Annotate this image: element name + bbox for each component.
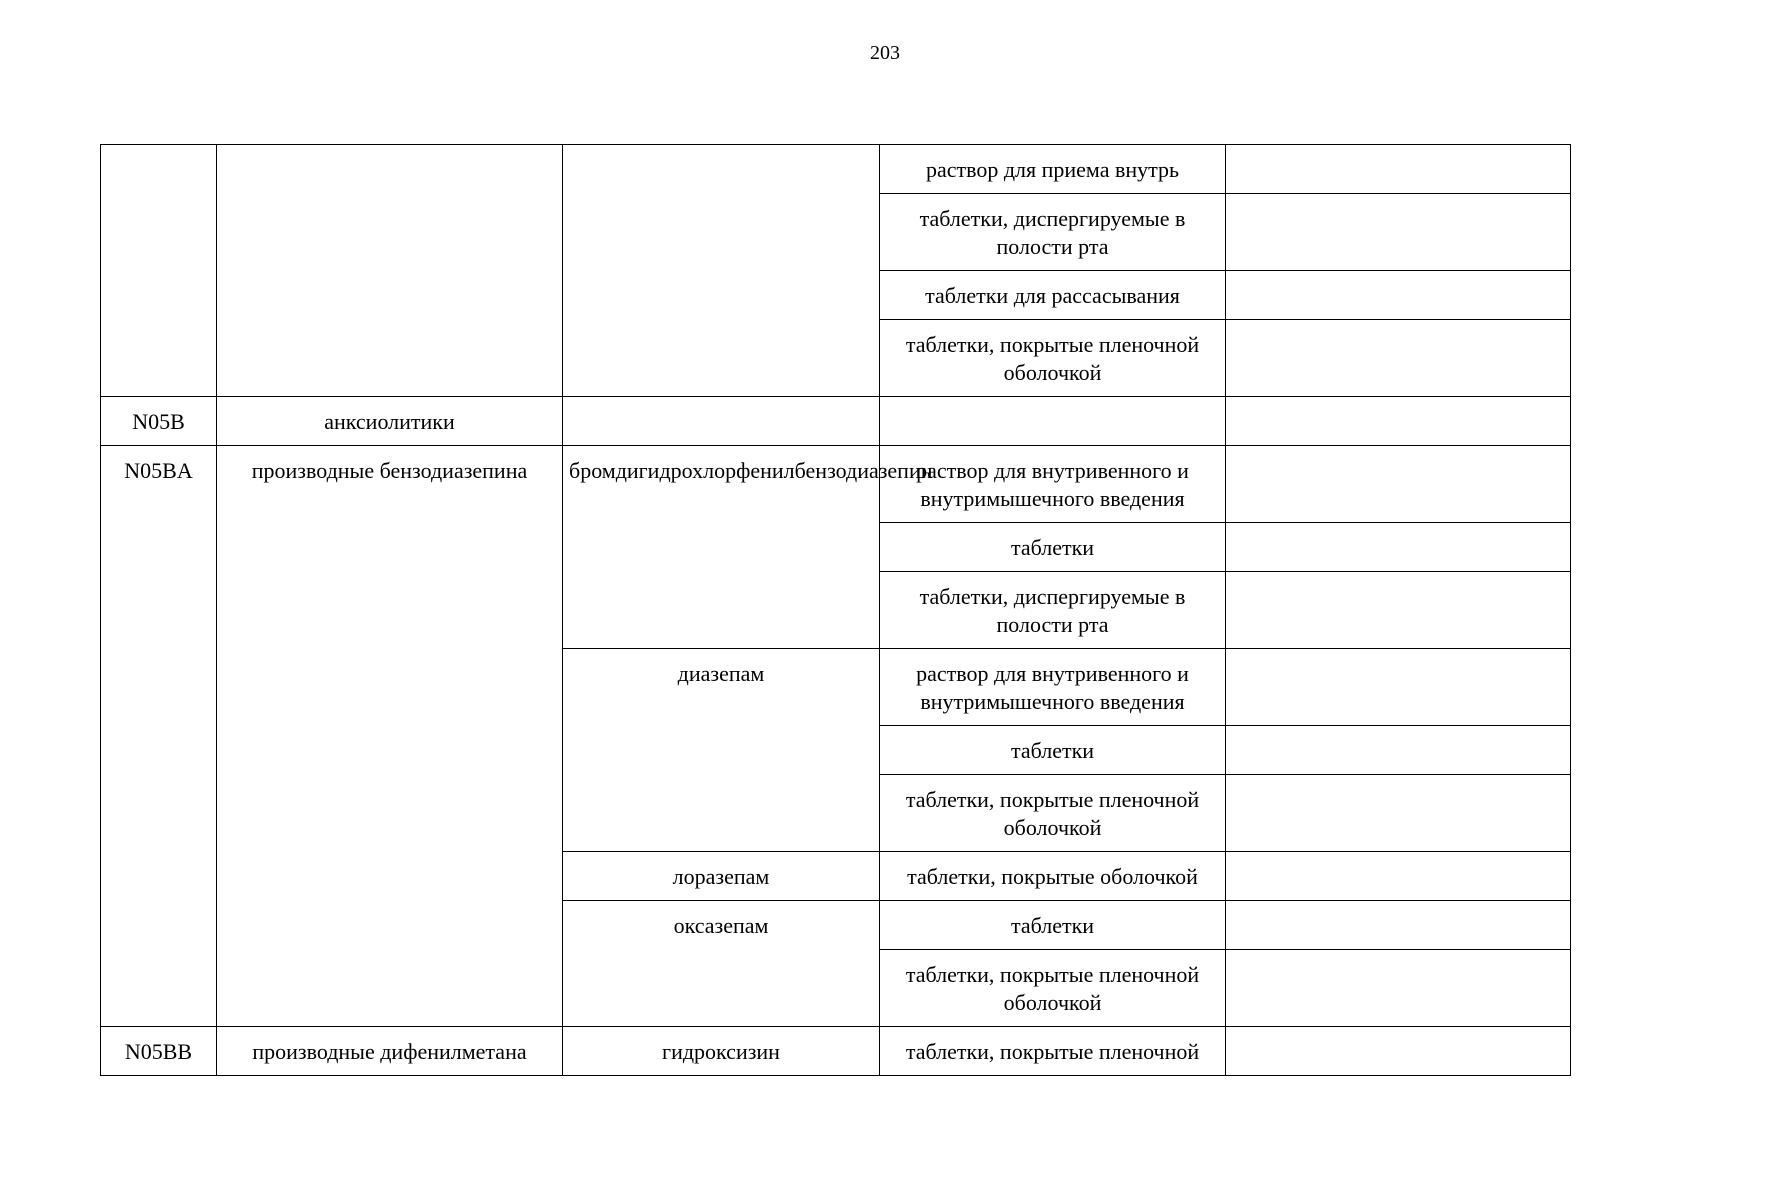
table-row xyxy=(101,397,1571,446)
dosage-form-cell: таблетки, диспергируемые в полости рта xyxy=(880,194,1226,271)
dosage-form-cell xyxy=(880,397,1226,446)
atc-code-cell xyxy=(101,145,217,397)
drug-name-cell: гидроксизин xyxy=(563,1027,880,1076)
drug-name-cell: диазепам xyxy=(563,649,880,852)
dosage-form-cell: таблетки, покрытые оболочкой xyxy=(880,852,1226,901)
dosage-form-cell: раствор для внутривенного и внутримышечного введения xyxy=(880,446,1226,523)
dosage-form-cell: таблетки, покрытые пленочной оболочкой xyxy=(880,775,1226,852)
atc-code-cell: N05BB xyxy=(101,1027,217,1076)
dosage-form-cell: таблетки xyxy=(880,901,1226,950)
drug-name-cell: лоразепам xyxy=(563,852,880,901)
empty-cell xyxy=(1226,572,1571,649)
atc-code-cell: N05B xyxy=(101,397,217,446)
drug-table xyxy=(100,144,1571,1076)
dosage-form-cell: таблетки, диспергируемые в полости рта xyxy=(880,572,1226,649)
dosage-form-cell: таблетки xyxy=(880,726,1226,775)
group-cell: анксиолитики xyxy=(217,397,563,446)
drug-name-cell: бромдигидрохлорфенилбензодиазепин xyxy=(563,446,880,649)
table-row xyxy=(101,1027,1571,1076)
empty-cell xyxy=(1226,194,1571,271)
group-cell xyxy=(217,145,563,397)
drug-name-cell: оксазепам xyxy=(563,901,880,1027)
empty-cell xyxy=(1226,523,1571,572)
empty-cell xyxy=(1226,320,1571,397)
empty-cell xyxy=(1226,775,1571,852)
empty-cell xyxy=(1226,726,1571,775)
dosage-form-cell: таблетки xyxy=(880,523,1226,572)
empty-cell xyxy=(1226,901,1571,950)
page-number: 203 xyxy=(870,42,900,64)
dosage-form-cell: раствор для внутривенного и внутримышечного введения xyxy=(880,649,1226,726)
empty-cell xyxy=(1226,145,1571,194)
empty-cell xyxy=(1226,446,1571,523)
table-row xyxy=(101,446,1571,523)
dosage-form-cell: раствор для приема внутрь xyxy=(880,145,1226,194)
group-cell: производные бензодиазепина xyxy=(217,446,563,1027)
dosage-form-cell: таблетки, покрытые пленочной оболочкой xyxy=(880,320,1226,397)
empty-cell xyxy=(1226,1027,1571,1076)
dosage-form-cell: таблетки, покрытые пленочной оболочкой xyxy=(880,950,1226,1027)
dosage-form-cell: таблетки, покрытые пленочной xyxy=(880,1027,1226,1076)
table-row xyxy=(101,145,1571,194)
empty-cell xyxy=(1226,649,1571,726)
drug-name-cell xyxy=(563,145,880,397)
empty-cell xyxy=(1226,271,1571,320)
empty-cell xyxy=(1226,397,1571,446)
empty-cell xyxy=(1226,950,1571,1027)
group-cell: производные дифенилметана xyxy=(217,1027,563,1076)
dosage-form-cell: таблетки для рассасывания xyxy=(880,271,1226,320)
empty-cell xyxy=(1226,852,1571,901)
atc-code-cell: N05BA xyxy=(101,446,217,1027)
drug-name-cell xyxy=(563,397,880,446)
